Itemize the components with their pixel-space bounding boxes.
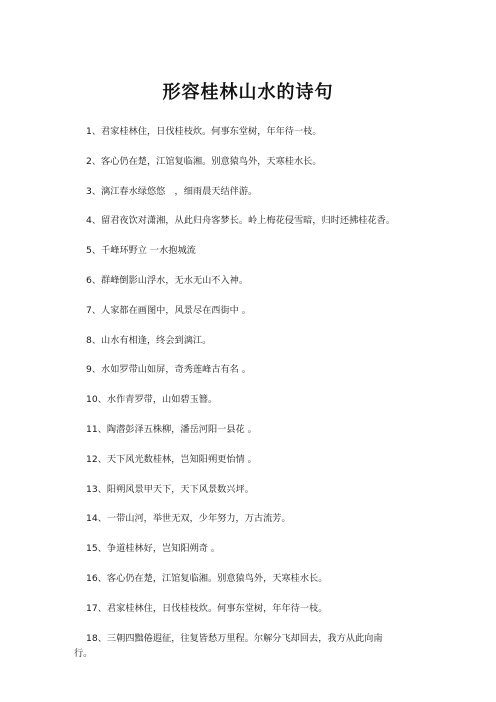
list-item: 13、阳朔风景甲天下，天下风景数兴坪。 xyxy=(86,483,254,495)
list-item: 8、山水有相逢，终会到漓江。 xyxy=(86,334,212,346)
list-item: 15、争道桂林好，岂知阳朔奇 。 xyxy=(86,543,221,555)
last-line-first-part: 18、三朝四黜倦遐征，往复皆愁万里程。尔解分飞却回去，我方从此向南 xyxy=(86,632,383,644)
list-item: 6、群峰倒影山浮水，无水无山不入神。 xyxy=(86,274,249,286)
list-item: 5、千峰环野立 一水抱城流 xyxy=(86,245,196,257)
list-item: 16、客心仍在楚，江馆复临湘。别意猿鸟外，天寒桂水长。 xyxy=(86,572,328,584)
list-item: 14、一带山河，举世无双，少年努力，万古流芳。 xyxy=(86,513,291,525)
list-item: 11、陶潜彭泽五株柳，潘岳河阳一县花 。 xyxy=(86,423,257,435)
last-line-continuation: 行。 xyxy=(74,647,93,659)
list-item: 12、天下风光数桂林，岂知阳朔更怡情 。 xyxy=(86,453,257,465)
page-title: 形容桂林山水的诗句 xyxy=(162,82,334,103)
list-item: 4、留君夜饮对潇湘，从此归舟客梦长。岭上梅花侵雪暗，归时还拂桂花香。 xyxy=(86,215,396,227)
list-item: 1、君家桂林住，日伐桂枝炊。何事东堂树，年年待一枝。 xyxy=(86,126,322,137)
list-item-last xyxy=(74,631,456,661)
poem-list xyxy=(74,124,456,675)
list-item: 9、水如罗带山如屏，奇秀莲峰古有名 。 xyxy=(86,364,251,376)
list-item: 7、人家都在画图中，风景尽在西街中 。 xyxy=(86,304,251,316)
list-item: 10、水作青罗带，山如碧玉簪。 xyxy=(86,394,218,406)
list-item: 17、君家桂林住，日伐桂枝炊。何事东堂树，年年待一枝。 xyxy=(86,602,328,614)
list-item: 3、漓江春水绿悠悠 ，细雨晨天结伴游。 xyxy=(86,185,258,197)
list-item: 2、客心仍在楚，江馆复临湘。别意猿鸟外，天寒桂水长。 xyxy=(86,155,322,167)
